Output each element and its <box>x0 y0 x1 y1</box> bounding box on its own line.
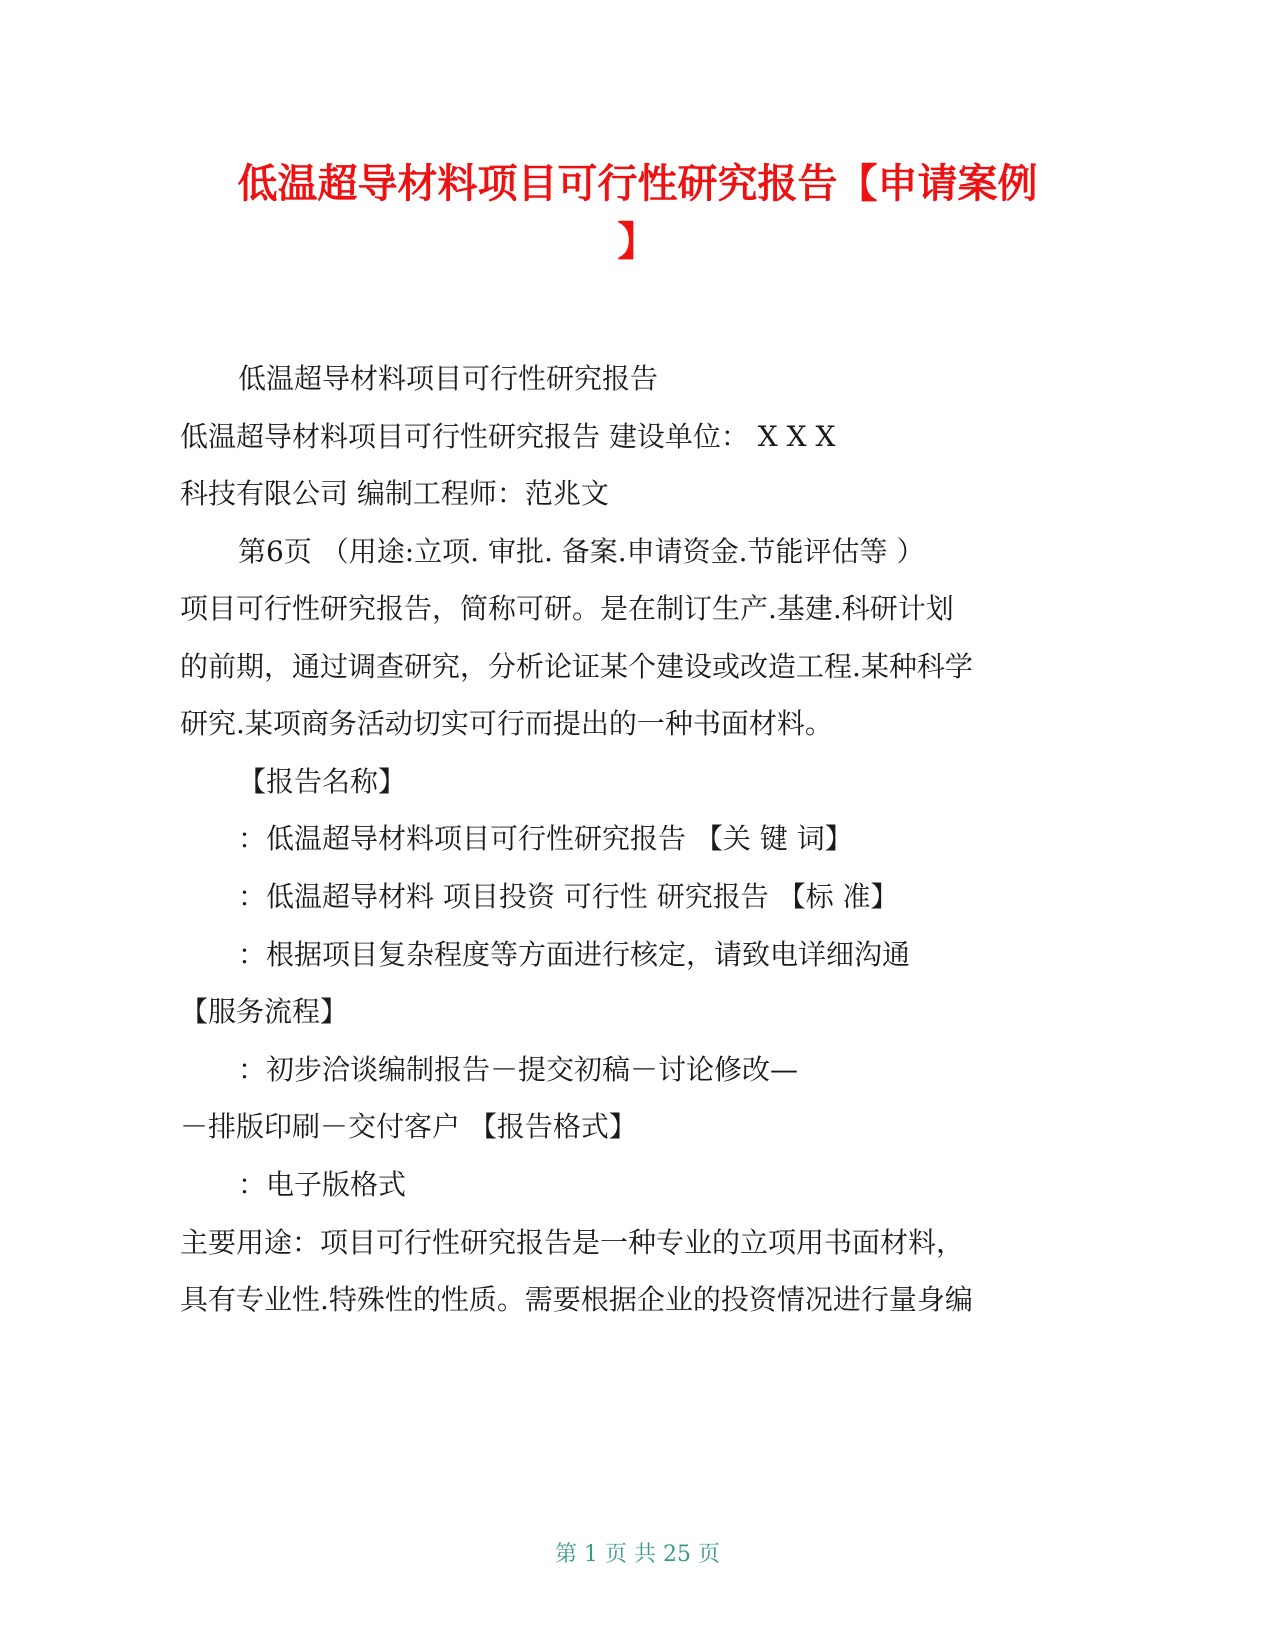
body-line-12: 【服务流程】 <box>180 995 349 1028</box>
body-line-15: ：电子版格式 <box>238 1168 407 1201</box>
body-line-3: 科技有限公司 编制工程师：范兆文 <box>180 477 609 510</box>
body-line-6: 的前期，通过调查研究，分析论证某个建设或改造工程.某种科学 <box>180 650 973 683</box>
body-line-1: 低温超导材料项目可行性研究报告 <box>238 362 659 395</box>
body-line-14: －排版印刷－交付客户 【报告格式】 <box>180 1110 637 1143</box>
document-title <box>175 155 1100 271</box>
body-line-7: 研究.某项商务活动切实可行而提出的一种书面材料。 <box>180 707 833 740</box>
body-line-9: ：低温超导材料项目可行性研究报告 【关 键 词】 <box>238 822 853 855</box>
page-number-footer: 第 1 页 共 25 页 <box>555 1542 720 1567</box>
body-line-17: 具有专业性.特殊性的性质。需要根据企业的投资情况进行量身编 <box>180 1283 973 1316</box>
document-title-line-2: 】 <box>617 219 658 265</box>
body-line-8: 【报告名称】 <box>238 765 407 798</box>
body-line-13: ：初步洽谈编制报告－提交初稿－讨论修改— <box>238 1053 799 1086</box>
body-line-16: 主要用途：项目可行性研究报告是一种专业的立项用书面材料， <box>180 1226 965 1259</box>
body-line-10: ：低温超导材料 项目投资 可行性 研究报告 【标 准】 <box>238 880 899 913</box>
body-line-4: 第6页 （用途:立项. 审批. 备案.申请资金.节能评估等 ） <box>238 535 925 568</box>
body-line-2: 低温超导材料项目可行性研究报告 建设单位： X X X <box>180 420 836 453</box>
document-title-line-1: 低温超导材料项目可行性研究报告【申请案例 <box>237 161 1038 207</box>
body-line-11: ：根据项目复杂程度等方面进行核定，请致电详细沟通 <box>238 938 911 971</box>
body-line-5: 项目可行性研究报告，简称可研。是在制订生产.基建.科研计划 <box>180 592 954 625</box>
